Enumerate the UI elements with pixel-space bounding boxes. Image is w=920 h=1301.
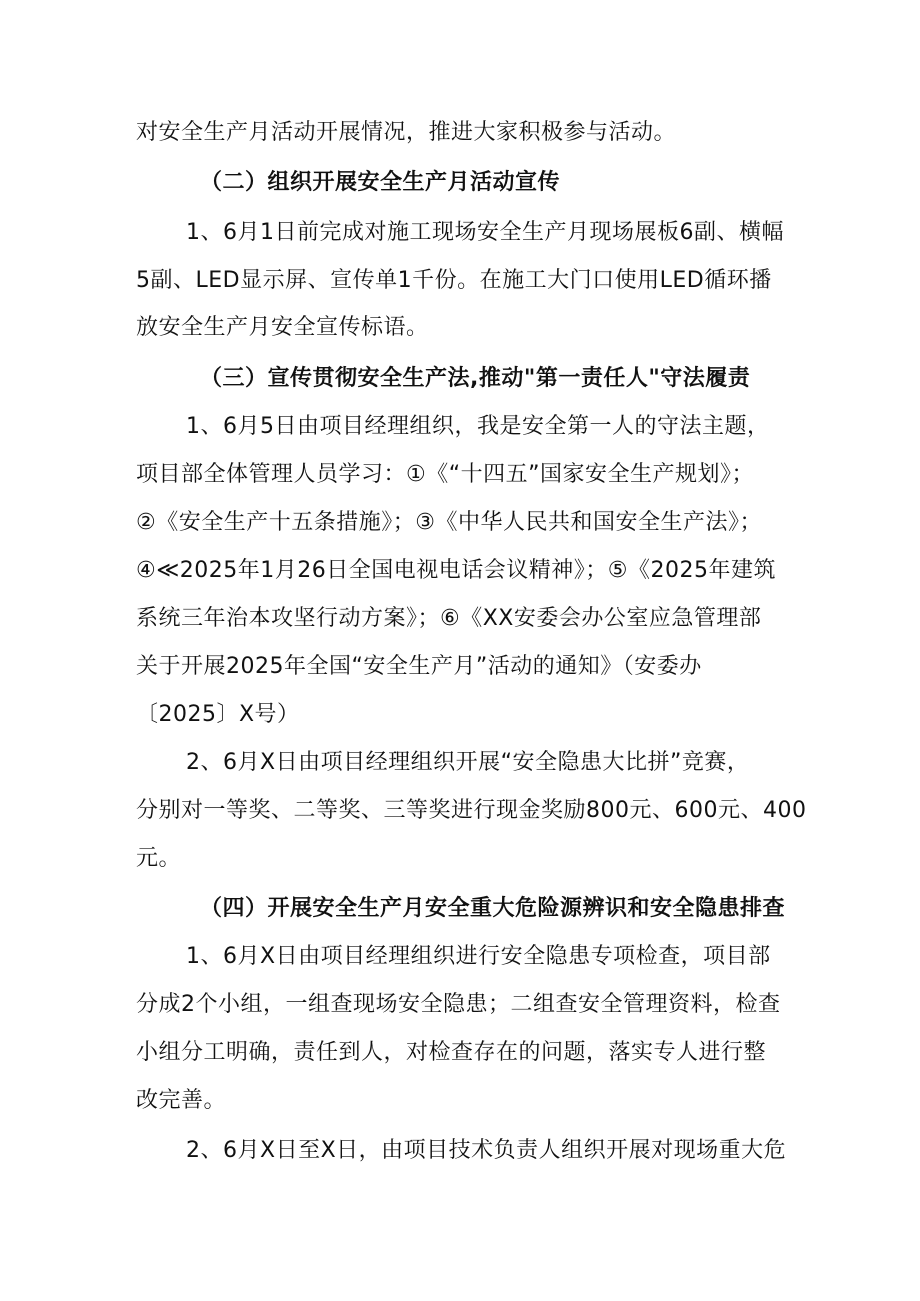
paragraph-line: 2、6月X日由项目经理组织开展“安全隐患大比拼”竞赛， — [186, 750, 750, 775]
paragraph-line: 改完善。 — [136, 1088, 227, 1113]
paragraph-line: 放安全生产月安全宣传标语。 — [136, 315, 429, 340]
paragraph-line: 关于开展2025年全国“安全生产月”活动的通知》（安委办 — [136, 654, 702, 679]
paragraph-line: 小组分工明确，责任到人，对检查存在的问题，落实专人进行整 — [136, 1040, 767, 1065]
paragraph-line: ④≪2025年1月26日全国电视电话会议精神》；⑤《2025年建筑 — [136, 558, 776, 583]
section-heading-3: （三）宣传贯彻安全生产法,推动"第一责任人"守法履责 — [200, 366, 751, 391]
paragraph-line: 分成2个小组，一组查现场安全隐患；二组查安全管理资料，检查 — [136, 992, 781, 1017]
paragraph-line: 分别对一等奖、二等奖、三等奖进行现金奖励800元、600元、400 — [136, 798, 807, 823]
paragraph-line: 1、6月1日前完成对施工现场安全生产月现场展板6副、横幅 — [186, 220, 784, 245]
paragraph-line: 系统三年治本攻坚行动方案》；⑥《XX安委会办公室应急管理部 — [136, 606, 762, 631]
paragraph-line: 对安全生产月活动开展情况，推进大家积极参与活动。 — [136, 120, 677, 145]
paragraph-line: 1、6月5日由项目经理组织，我是安全第一人的守法主题， — [186, 414, 770, 439]
paragraph-line: 2、6月X日至X日，由项目技术负责人组织开展对现场重大危 — [186, 1138, 787, 1163]
paragraph-line: 〔2025〕X号） — [136, 702, 300, 727]
paragraph-line: 1、6月X日由项目经理组织进行安全隐患专项检查，项目部 — [186, 944, 771, 969]
section-heading-4: （四）开展安全生产月安全重大危险源辨识和安全隐患排查 — [200, 896, 786, 921]
section-heading-2: （二）组织开展安全生产月活动宣传 — [200, 170, 561, 195]
paragraph-line: 5副、LED显示屏、宣传单1千份。在施工大门口使用LED循环播 — [136, 268, 772, 293]
paragraph-line: 元。 — [136, 846, 182, 871]
paragraph-line: ②《安全生产十五条措施》；③《中华人民共和国安全生产法》； — [136, 510, 762, 535]
paragraph-line: 项目部全体管理人员学习：①《“十四五”国家安全生产规划》； — [136, 462, 755, 487]
